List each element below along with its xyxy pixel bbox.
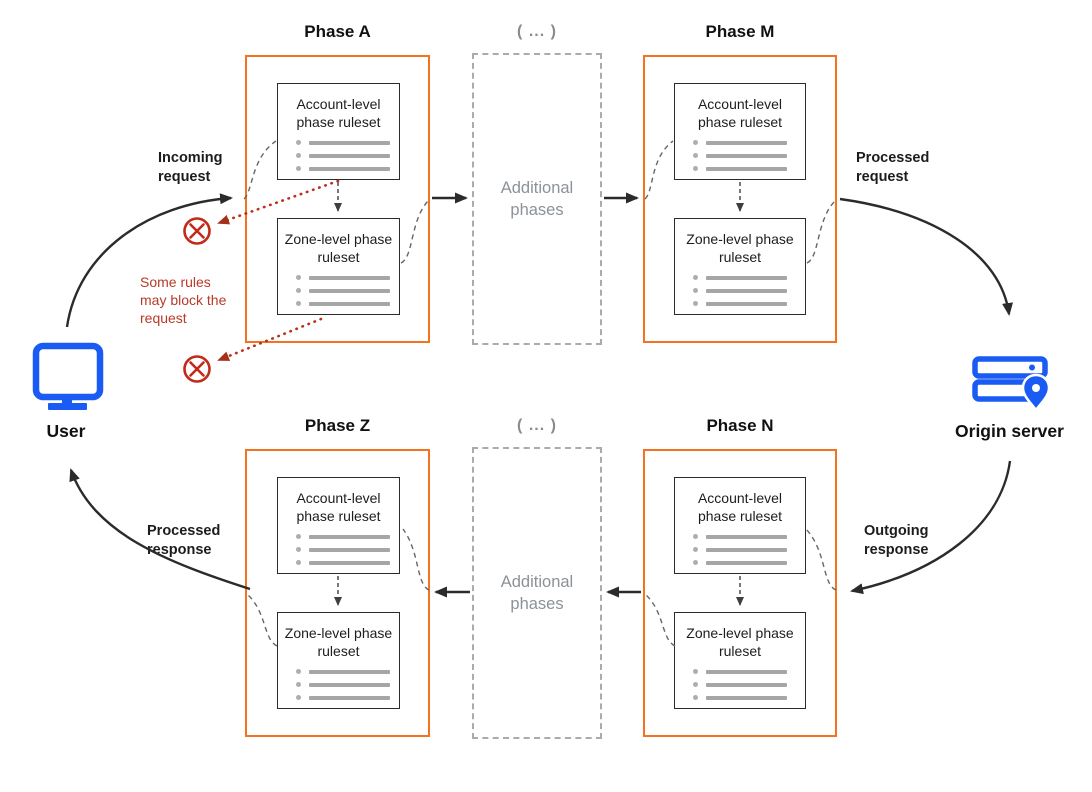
- ruleset-list-row: [693, 288, 805, 293]
- rule-line: [309, 670, 390, 674]
- ruleset-list-row: [296, 560, 399, 565]
- block-note: Some rules may block the request: [140, 274, 227, 326]
- bullet-icon: [693, 547, 698, 552]
- rule-line: [706, 167, 787, 171]
- ruleset-list-row: [296, 534, 399, 539]
- additional-phases-ellipsis-bottom: ( ... ): [517, 417, 557, 434]
- rule-line: [706, 683, 787, 687]
- bullet-icon: [296, 301, 301, 306]
- ruleset-card-title: Account-level phase ruleset: [296, 96, 381, 130]
- ruleset-card-title: Zone-level phase ruleset: [284, 625, 393, 659]
- bullet-icon: [693, 301, 698, 306]
- bullet-icon: [693, 140, 698, 145]
- bullet-icon: [693, 166, 698, 171]
- ruleset-list-row: [296, 682, 399, 687]
- rule-line: [309, 302, 390, 306]
- ruleset-list: [675, 275, 805, 306]
- bullet-icon: [296, 275, 301, 280]
- phase-m-account-ruleset-card: [674, 83, 806, 180]
- incoming-request-label: Incoming request: [158, 150, 223, 185]
- outgoing-response-label: Outgoing response: [864, 523, 929, 558]
- rule-line: [706, 276, 787, 280]
- phase-m-zone-ruleset-card: [674, 218, 806, 315]
- bullet-icon: [296, 166, 301, 171]
- processed-response-label: Processed response: [147, 523, 221, 558]
- bullet-icon: [296, 153, 301, 158]
- additional-phases-label: Additional phases: [500, 179, 574, 219]
- ruleset-list-row: [296, 166, 399, 171]
- rule-line: [706, 141, 787, 145]
- phase-z-title: Phase Z: [304, 416, 371, 435]
- bullet-icon: [693, 669, 698, 674]
- ruleset-list-row: [693, 560, 805, 565]
- processed-request-label: Processed request: [856, 150, 930, 185]
- bullet-icon: [296, 695, 301, 700]
- ruleset-list-row: [693, 695, 805, 700]
- user-label: User: [46, 421, 86, 441]
- phase-a-account-ruleset-card: [277, 83, 400, 180]
- ruleset-card-title: Zone-level phase ruleset: [686, 625, 794, 659]
- ruleset-card-title: Zone-level phase ruleset: [284, 231, 393, 265]
- ruleset-list-row: [693, 275, 805, 280]
- bullet-icon: [296, 140, 301, 145]
- bullet-icon: [693, 682, 698, 687]
- rule-line: [309, 683, 390, 687]
- ruleset-list-row: [296, 669, 399, 674]
- ruleset-list-row: [296, 695, 399, 700]
- ruleset-list-row: [296, 301, 399, 306]
- rule-line: [309, 167, 390, 171]
- ruleset-list-row: [693, 166, 805, 171]
- ruleset-list-row: [693, 301, 805, 306]
- rule-line: [706, 561, 787, 565]
- ruleset-list-row: [296, 140, 399, 145]
- phase-n-zone-ruleset-card: [674, 612, 806, 709]
- additional-phases-box-bottom: [472, 447, 602, 739]
- rule-line: [309, 289, 390, 293]
- phase-m-title: Phase M: [705, 22, 775, 41]
- bullet-icon: [693, 534, 698, 539]
- ruleset-list-row: [693, 534, 805, 539]
- ruleset-list-row: [693, 669, 805, 674]
- ruleset-list-row: [296, 275, 399, 280]
- ruleset-list: [278, 534, 399, 565]
- bullet-icon: [693, 560, 698, 565]
- processed-request-arrow: [840, 199, 1009, 314]
- bullet-icon: [693, 695, 698, 700]
- bullet-icon: [693, 153, 698, 158]
- origin-server-icon: [975, 359, 1049, 410]
- blocked-request-icon: [185, 219, 210, 244]
- phase-a-zone-ruleset-card: [277, 218, 400, 315]
- ruleset-list-row: [693, 140, 805, 145]
- phase-n-account-ruleset-card: [674, 477, 806, 574]
- ruleset-list: [278, 140, 399, 171]
- rule-line: [309, 141, 390, 145]
- additional-phases-box-top: [472, 53, 602, 345]
- phase-z-zone-ruleset-card: [277, 612, 400, 709]
- phase-z-account-ruleset-card: [277, 477, 400, 574]
- rule-line: [706, 535, 787, 539]
- rule-line: [706, 548, 787, 552]
- rule-line: [706, 670, 787, 674]
- rule-line: [706, 302, 787, 306]
- ruleset-list-row: [296, 153, 399, 158]
- phase-a-title: Phase A: [304, 22, 371, 41]
- rule-line: [309, 696, 390, 700]
- phase-n-title: Phase N: [706, 416, 774, 435]
- bullet-icon: [296, 669, 301, 674]
- bullet-icon: [296, 288, 301, 293]
- ruleset-list: [675, 534, 805, 565]
- ruleset-list: [278, 275, 399, 306]
- additional-phases-label: Additional phases: [500, 573, 574, 613]
- rule-line: [309, 154, 390, 158]
- bullet-icon: [296, 547, 301, 552]
- ruleset-card-title: Account-level phase ruleset: [296, 490, 381, 524]
- blocked-request-icon: [185, 357, 210, 382]
- ruleset-list-row: [693, 547, 805, 552]
- additional-phases-ellipsis-top: ( ... ): [517, 23, 557, 40]
- ruleset-list-row: [296, 547, 399, 552]
- bullet-icon: [296, 682, 301, 687]
- bullet-icon: [693, 288, 698, 293]
- rule-line: [706, 696, 787, 700]
- rule-line: [706, 289, 787, 293]
- origin-server-label: Origin server: [955, 421, 1064, 441]
- ruleset-list-row: [693, 682, 805, 687]
- ruleset-card-title: Account-level phase ruleset: [697, 490, 783, 524]
- ruleset-list-row: [693, 153, 805, 158]
- bullet-icon: [693, 275, 698, 280]
- ruleset-list: [675, 669, 805, 700]
- ruleset-list: [675, 140, 805, 171]
- ruleset-card-title: Account-level phase ruleset: [697, 96, 783, 130]
- rule-line: [309, 276, 390, 280]
- rule-line: [706, 154, 787, 158]
- bullet-icon: [296, 534, 301, 539]
- ruleset-card-title: Zone-level phase ruleset: [686, 231, 794, 265]
- user-monitor-icon: [36, 346, 100, 410]
- ruleset-list-row: [296, 288, 399, 293]
- bullet-icon: [296, 560, 301, 565]
- ruleset-list: [278, 669, 399, 700]
- rule-line: [309, 535, 390, 539]
- rule-line: [309, 548, 390, 552]
- rule-line: [309, 561, 390, 565]
